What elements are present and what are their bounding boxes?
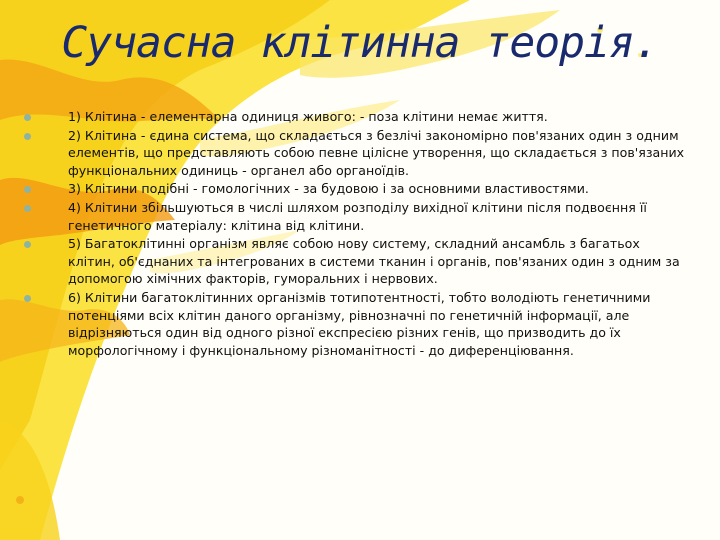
bullet-icon xyxy=(24,133,31,140)
list-item-text: 6) Клітини багатоклітинних організмів тотипотентності, тобто володіють генетичними потенціями всіх клітин даного організму, рівнозначні по генетичній інформації, але відрізняються один від одного різної експресією різних генів, що призводить до їх морфологічному і функціональному різноманітності - до диференціювання. xyxy=(68,289,651,358)
list-item-text: 2) Клітина - єдина система, що складається з безлічі закономірно пов'язаних один з одним елементів, що представляють собою певне цілісне утворення, що складається з пов'язаних функціональних одиниць - органел або органоїдів. xyxy=(68,127,685,178)
list-item xyxy=(20,180,690,198)
list-item-text: 4) Клітини збільшуються в числі шляхом розподілу вихідної клітини після подвоєння її генетичного матеріалу: клітина від клітини. xyxy=(68,199,647,233)
list-item-text: 3) Клітини подібні - гомологічних - за будовою і за основними властивостями. xyxy=(68,181,589,197)
bullet-icon xyxy=(24,186,31,193)
list-item xyxy=(20,127,690,180)
list-item xyxy=(20,289,690,359)
list-item-text: 1) Клітина - елементарна одиниця живого: - поза клітини немає життя. xyxy=(68,109,548,124)
bullet-icon xyxy=(24,205,31,212)
theory-points-list xyxy=(20,108,690,360)
list-item xyxy=(20,108,690,126)
list-item xyxy=(20,199,690,234)
slide-title: Сучасна клітинна теорія. xyxy=(61,18,659,68)
bullet-icon xyxy=(24,295,31,302)
list-item xyxy=(20,235,690,288)
bullet-icon xyxy=(24,241,31,248)
bullet-icon xyxy=(24,114,31,121)
list-item-text: 5) Багатоклітинні організм являє собою нову систему, складний ансамбль з багатьох клітин, об'єднаних та інтегрованих в системи тканин і органів, пов'язаних один з одним за допомогою хімічних факторів, гуморальних і нервових. xyxy=(68,236,680,287)
